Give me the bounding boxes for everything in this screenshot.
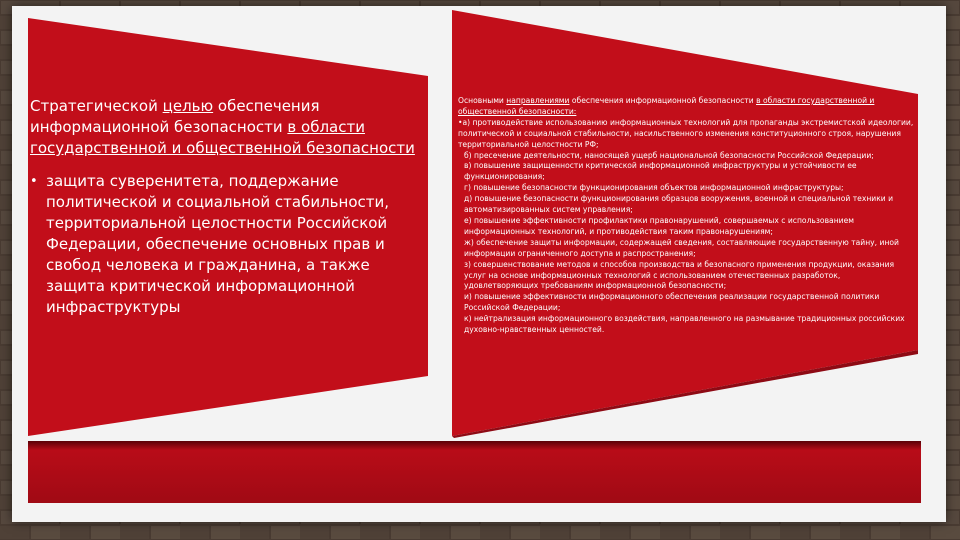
direction-item-a: •а) противодействие использованию информационных технологий для пропаганды экстремистской идеологии, политической и социальной стабильности, насильственного изменения конституционного строя, нарушения территориальной целостности РФ; — [458, 117, 914, 149]
direction-item-e: е) повышение эффективности профилактики правонарушений, совершаемых с использованием информационных технологий, и противодействия таким правонарушениям; — [464, 215, 855, 236]
security-area-link[interactable]: в области государственной и общественной безопасности — [30, 118, 415, 157]
direction-item-k: к) нейтрализация информационного воздействия, направленного на размывание традиционных российских духовно-нравственных ценностей. — [464, 314, 905, 335]
direction-item-i: и) повышение эффективности информационного обеспечения реализации государственной политики Российской Федерации; — [464, 292, 880, 313]
strategic-goal-heading: Стратегической целью обеспечения информационной безопасности в области государственной и общественной безопасности — [30, 97, 415, 157]
goal-link[interactable]: целью — [162, 97, 214, 115]
goal-bullet — [30, 171, 422, 318]
bullet-icon: • — [30, 174, 38, 189]
directions-heading: Основными направлениями обеспечения информационной безопасности в области государственной и общественной безопасности: — [458, 96, 875, 116]
right-panel-text — [458, 96, 916, 336]
directions-link[interactable]: направлениями — [506, 96, 570, 105]
direction-item-b: б) пресечение деятельности, наносящей ущерб национальной безопасности Российской Федерации; — [464, 150, 874, 160]
left-panel-text — [30, 96, 422, 318]
direction-item-d: д) повышение безопасности функционирования образцов вооружения, военной и специальной техники и автоматизированных систем управления; — [464, 194, 894, 215]
direction-item-zh: ж) обеспечение защиты информации, содержащей сведения, составляющие государственную тайну, иной информации ограниченного доступа и распространения; — [464, 237, 899, 258]
bottom-red-band — [28, 441, 921, 503]
security-area-link-2[interactable]: в области государственной и общественной безопасности: — [458, 96, 875, 116]
direction-item-z: з) совершенствование методов и способов производства и безопасного применения продукции, оказания услуг на основе информационных технологий с использованием отечественных разработок, удовлетворяющих требованиям информационной безопасности; — [464, 259, 895, 291]
direction-item-g: г) повышение безопасности функционирования объектов информационной инфраструктуры; — [464, 183, 844, 193]
goal-bullet-text: защита суверенитета, поддержание политической и социальной стабильности, территориальной целостности Российской Федерации, обеспечение основных прав и свобод человека и гражданина, а также защита критической информационной инфраструктуры — [46, 172, 390, 316]
direction-item-v: в) повышение защищенности критической информационной инфраструктуры и устойчивости ее функционирования; — [464, 161, 857, 182]
